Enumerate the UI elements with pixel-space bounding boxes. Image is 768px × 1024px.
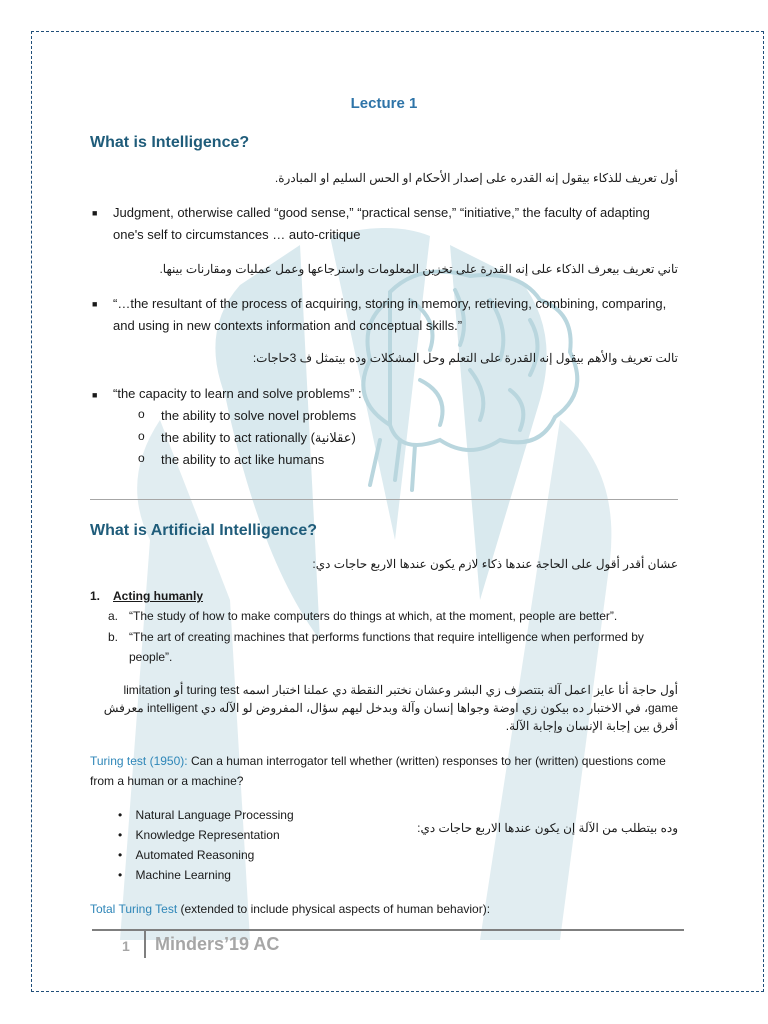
footer-separator bbox=[144, 930, 146, 958]
definition-2: “…the resultant of the process of acquiring, storing in memory, retrieving, combining, comparing, and using in new contexts information and conceptual skills.” bbox=[113, 296, 667, 333]
footer-text: Minders’19 AC bbox=[155, 934, 280, 954]
capabilities-list bbox=[118, 805, 294, 885]
sub-bullet-circle: o bbox=[138, 451, 145, 465]
definition-3: “the capacity to learn and solve problems” : bbox=[113, 386, 362, 401]
bullet-square: ■ bbox=[92, 208, 98, 218]
sub-bullet-circle: o bbox=[138, 429, 145, 443]
arabic-side-note: وده بيتطلب من الآلة إن يكون عندها الاربع حاجات دي: bbox=[417, 821, 678, 835]
list-letter: a. bbox=[108, 609, 119, 623]
section-heading-ai: What is Artificial Intelligence? bbox=[90, 522, 317, 539]
list-item: • Natural Language Processing bbox=[118, 808, 294, 822]
arabic-definition-2: تاني تعريف بيعرف الذكاء على إنه القدرة على تخزين المعلومات واسترجاعها وعمل عمليات ومقارنات بينها. bbox=[159, 262, 678, 276]
ability-item: the ability to act like humans bbox=[161, 452, 325, 467]
ability-item: the ability to act rationally (عقلانية) bbox=[161, 430, 356, 445]
total-turing-paragraph bbox=[90, 899, 490, 919]
sub-bullet-circle: o bbox=[138, 407, 145, 421]
list-number: 1. bbox=[90, 589, 101, 603]
list-item: • Automated Reasoning bbox=[118, 848, 255, 862]
section-heading-intelligence: What is Intelligence? bbox=[90, 134, 250, 151]
section-divider bbox=[90, 499, 678, 500]
arabic-turing-explanation: أول حاجة أنا عايز اعمل آلة بتتصرف زي البشر وعشان نختبر النقطة دي عملنا اختبار اسمه turing test أو limitation game، في الاختبار ده بيكون زي اوضة وجواها إنسان وآلة وبدخل ليهم سؤال، المفروض لو الآله دي intelligent معرفش أفرق بين إجابة الإنسان وإجابة الآلة. bbox=[103, 683, 678, 733]
acting-humanly-def-b: “The art of creating machines that performs functions that require intelligence when performed by people”. bbox=[129, 630, 644, 664]
ability-item: the ability to solve novel problems bbox=[161, 408, 357, 423]
turing-test-paragraph bbox=[90, 751, 680, 791]
total-turing-label: Total Turing Test bbox=[90, 902, 178, 916]
acting-humanly-title: Acting humanly bbox=[113, 589, 204, 603]
lecture-title: Lecture 1 bbox=[350, 95, 418, 112]
arabic-definition-1: أول تعريف للذكاء بيقول إنه القدره على إصدار الأحكام او الحس السليم او المبادرة. bbox=[274, 171, 678, 185]
page-number: 1 bbox=[122, 938, 130, 954]
bullet-square: ■ bbox=[92, 299, 98, 309]
footer-rule bbox=[92, 929, 684, 931]
total-turing-text: (extended to include physical aspects of human behavior): bbox=[180, 902, 491, 916]
arabic-definition-3: تالت تعريف والأهم بيقول إنه القدرة على التعلم وحل المشكلات وده بيتمثل ف 3حاجات: bbox=[252, 351, 678, 365]
list-letter: b. bbox=[108, 630, 119, 644]
turing-test-question: Can a human interrogator tell whether (written) responses to her (written) questions come from a human or a machine? bbox=[90, 754, 666, 788]
bullet-square: ■ bbox=[92, 390, 98, 400]
arabic-intro-ai: عشان أقدر أقول على الحاجة عندها ذكاء لازم يكون عندها الاربع حاجات دي: bbox=[312, 557, 678, 571]
list-item: • Machine Learning bbox=[118, 868, 231, 882]
acting-humanly-def-a: “The study of how to make computers do things at which, at the moment, people are better”. bbox=[129, 609, 618, 623]
turing-test-label: Turing test (1950): bbox=[90, 754, 188, 768]
list-item: • Knowledge Representation bbox=[118, 828, 280, 842]
definition-1: Judgment, otherwise called “good sense,” “practical sense,” “initiative,” the faculty of adapting one's self to circumstances … auto-critique bbox=[113, 205, 650, 242]
